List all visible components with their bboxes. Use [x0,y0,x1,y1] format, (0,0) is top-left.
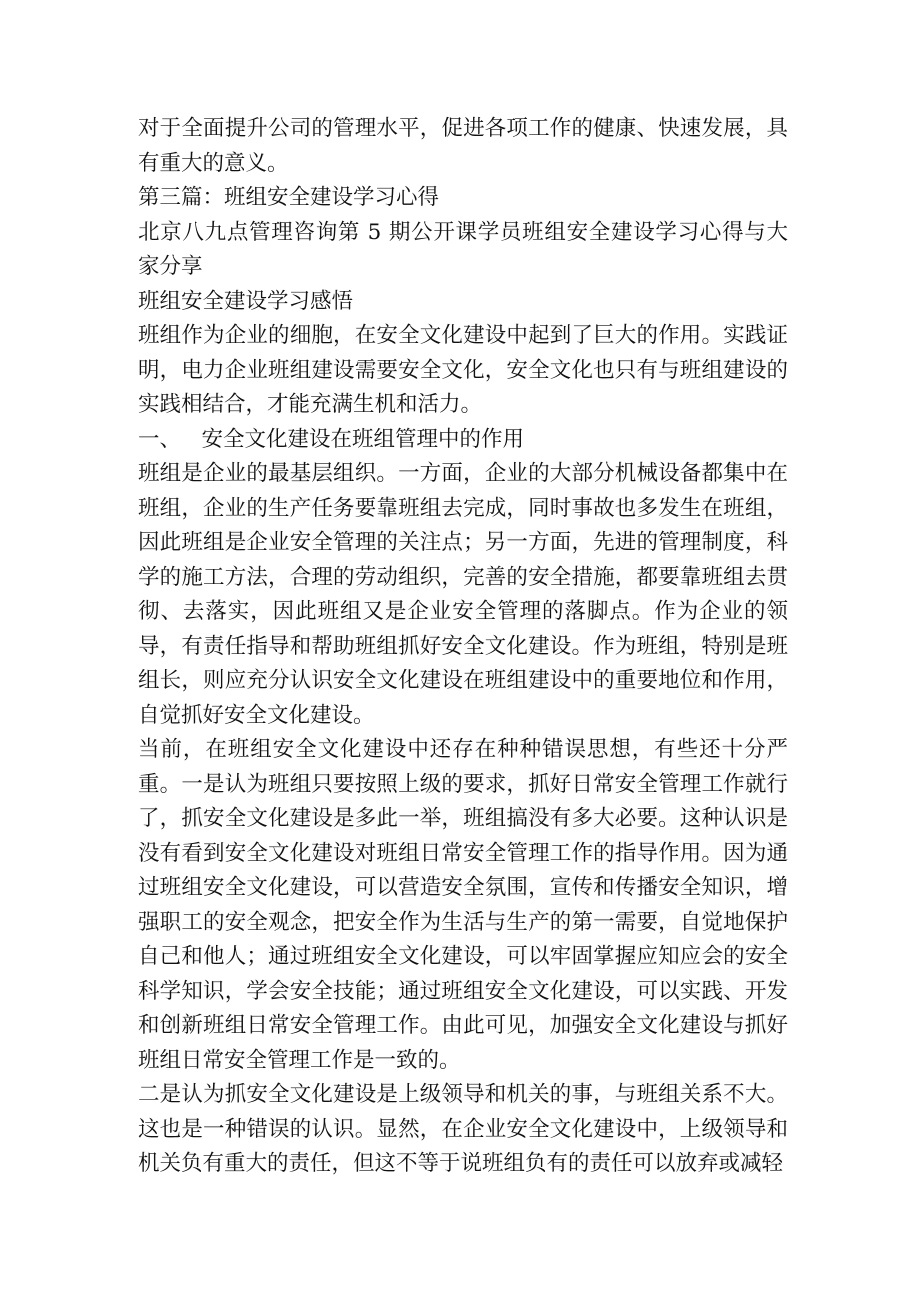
paragraph-3: 当前，在班组安全文化建设中还存在种种错误思想，有些还十分严重。一是认为班组只要按照上级的要求，抓好日常安全管理工作就行了，抓安全文化建设是多此一举，班组搞没有多大必要。这种认识是没有看到安全文化建设对班组日常安全管理工作的指导作用。因为通过班组安全文化建设，可以营造安全氛围，宣传和传播安全知识，增强职工的安全观念，把安全作为生活与生产的第一需要，自觉地保护自己和他人；通过班组安全文化建设，可以牢固掌握应知应会的安全科学知识，学会安全技能；通过班组安全文化建设，可以实践、开发和创新班组日常安全管理工作。由此可见，加强安全文化建设与抓好班组日常安全管理工作是一致的。 [138,737,788,1073]
article-title: 班组安全建设学习感悟 [138,288,354,314]
document-body [138,112,788,1182]
section-1-heading: 一、 安全文化建设在班组管理中的作用 [138,426,525,452]
paragraph-1: 班组作为企业的细胞，在安全文化建设中起到了巨大的作用。实践证明，电力企业班组建设需要安全文化，安全文化也只有与班组建设的实践相结合，才能充满生机和活力。 [138,323,788,417]
source-line: 北京八九点管理咨询第 5 期公开课学员班组安全建设学习心得与大家分享 [138,219,788,279]
chapter-title: 第三篇：班组安全建设学习心得 [138,185,440,210]
paragraph-4: 二是认为抓安全文化建设是上级领导和机关的事，与班组关系不大。这也是一种错误的认识。显然，在企业安全文化建设中，上级领导和机关负有重大的责任，但这不等于说班组负有的责任可以放弃或减轻 [138,1082,788,1176]
paragraph-2: 班组是企业的最基层组织。一方面，企业的大部分机械设备都集中在班组，企业的生产任务要靠班组去完成，同时事故也多发生在班组，因此班组是企业安全管理的关注点；另一方面，先进的管理制度，科学的施工方法，合理的劳动组织，完善的安全措施，都要靠班组去贯彻、去落实，因此班组又是企业安全管理的落脚点。作为企业的领导，有责任指导和帮助班组抓好安全文化建设。作为班组，特别是班组长，则应充分认识安全文化建设在班组建设中的重要地位和作用，自觉抓好安全文化建设。 [138,461,788,728]
intro-paragraph: 对于全面提升公司的管理水平，促进各项工作的健康、快速发展，具有重大的意义。 [138,116,788,176]
